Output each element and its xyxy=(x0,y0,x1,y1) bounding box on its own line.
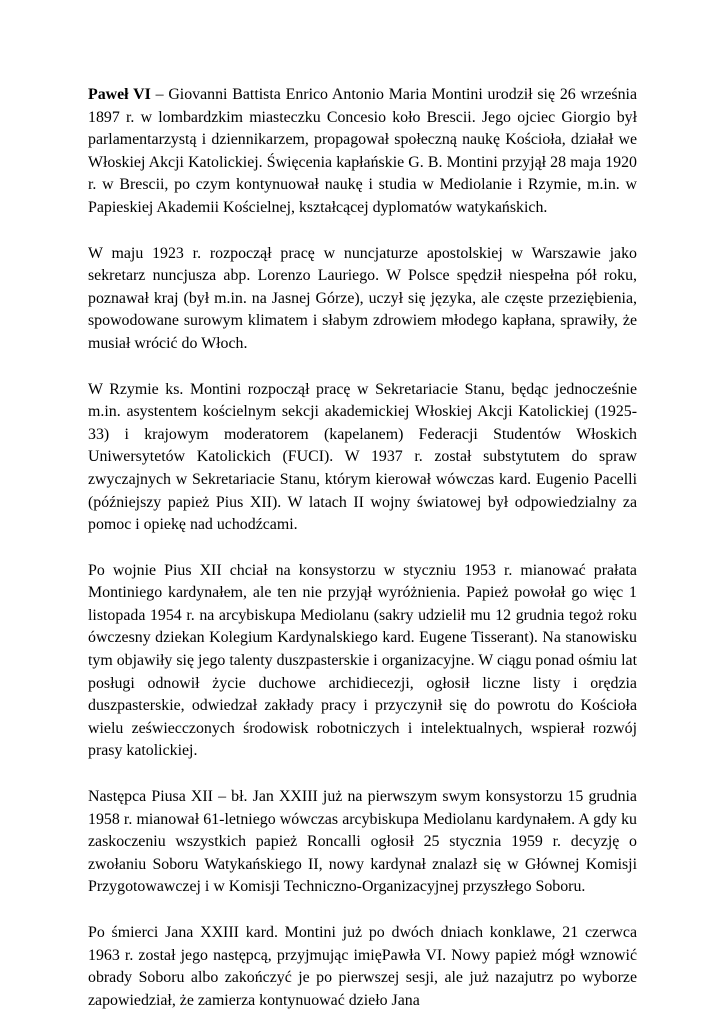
paragraph-2: W maju 1923 r. rozpoczął pracę w nuncjaturze apostolskiej w Warszawie jako sekretarz nuncjusza abp. Lorenzo Lauriego. W Polsce spędził niespełna pół roku, poznawał kraj (był m.in. na Jasnej Górze), uczył się języka, ale częste przeziębienia, spowodowane surowym klimatem i słabym zdrowiem młodego kapłana, sprawiły, że musiał wrócić do Włoch. xyxy=(88,244,637,352)
paragraph-3: W Rzymie ks. Montini rozpoczął pracę w Sekretariacie Stanu, będąc jednocześnie m.in. asystentem kościelnym sekcji akademickiej Włoskiej Akcji Katolickiej (1925-33) i krajowym moderatorem (kapelanem) Federacji Studentów Włoskich Uniwersytetów Katolickich (FUCI). W 1937 r. został substytutem do spraw zwyczajnych w Sekretariacie Stanu, którym kierował wówczas kard. Eugenio Pacelli (późniejszy papież Pius XII). W latach II wojny światowej był odpowiedzialny za pomoc i opiekę nad uchodźcami. xyxy=(88,380,637,534)
paragraph-bold-lead: Paweł VI xyxy=(88,86,151,103)
paragraph-6: Po śmierci Jana XXIII kard. Montini już po dwóch dniach konklawe, 21 czerwca 1963 r. został jego następcą, przyjmując imięPawła VI. Nowy papież mógł wznowić obrady Soboru albo zakończyć je po pierwszej sesji, ale już nazajutrz po wyborze zapowiedział, że zamierza kontynuować dzieło Jana xyxy=(88,924,637,1009)
paragraph-1 xyxy=(88,84,637,220)
paragraph-4: Po wojnie Pius XII chciał na konsystorzu w styczniu 1953 r. mianować prałata Montiniego kardynałem, ale ten nie przyjął wyróżnienia. Papież powołał go więc 1 listopada 1954 r. na arcybiskupa Mediolanu (sakry udzielił mu 12 grudnia tegoż roku ówczesny dziekan Kolegium Kardynalskiego kard. Eugene Tisserant). Na stanowisku tym objawiły się jego talenty duszpasterskie i organizacyjne. W ciągu ponad ośmiu lat posługi odnowił życie duchowe archidiecezji, ogłosił liczne listy i orędzia duszpasterskie, odwiedzał zakłady pracy i przyczynił się do powrotu do Kościoła wielu zeświecczonych środowisk robotniczych i intelektualnych, wspierał rozwój prasy katolickiej. xyxy=(88,561,637,760)
document-page xyxy=(88,84,637,1012)
paragraph-text: – Giovanni Battista Enrico Antonio Maria Montini urodził się 26 września 1897 r. w lombardzkim miasteczku Concesio koło Brescii. Jego ojciec Giorgio był parlamentarzystą i dziennikarzem, propagował społeczną naukę Kościoła, działał we Włoskiej Akcji Katolickiej. Święcenia kapłańskie G. B. Montini przyjął 28 maja 1920 r. w Brescii, po czym kontynuował naukę i studia w Mediolanie i Rzymie, m.in. w Papieskiej Akademii Kościelnej, kształcącej dyplomatów watykańskich. xyxy=(88,86,637,216)
paragraph-5: Następca Piusa XII – bł. Jan XXIII już na pierwszym swym konsystorzu 15 grudnia 1958 r. mianował 61-letniego wówczas arcybiskupa Mediolanu kardynałem. A gdy ku zaskoczeniu wszystkich papież Roncalli ogłosił 25 stycznia 1959 r. decyzję o zwołaniu Soboru Watykańskiego II, nowy kardynał znalazł się w Głównej Komisji Przygotowawczej i w Komisji Techniczno-Organizacyjnej przyszłego Soboru. xyxy=(88,788,637,896)
